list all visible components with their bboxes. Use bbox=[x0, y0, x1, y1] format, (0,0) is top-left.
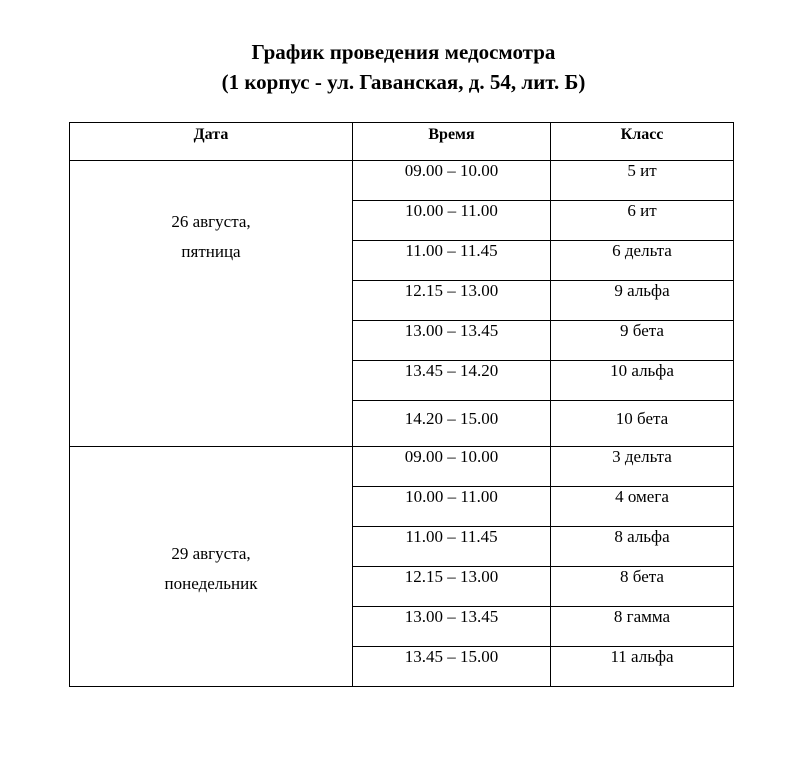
time-cell: 13.45 – 14.20 bbox=[353, 361, 551, 401]
date-label: 26 августа, bbox=[171, 212, 251, 231]
class-cell: 11 альфа bbox=[551, 647, 734, 687]
class-cell: 9 бета bbox=[551, 321, 734, 361]
date-label: 29 августа, bbox=[171, 544, 251, 563]
class-cell: 4 омега bbox=[551, 487, 734, 527]
time-cell: 13.00 – 13.45 bbox=[353, 607, 551, 647]
weekday-label: пятница bbox=[181, 242, 241, 261]
time-cell: 14.20 – 15.00 bbox=[353, 401, 551, 447]
time-cell: 12.15 – 13.00 bbox=[353, 567, 551, 607]
table-header-row bbox=[70, 123, 734, 161]
time-cell: 13.00 – 13.45 bbox=[353, 321, 551, 361]
time-cell: 10.00 – 11.00 bbox=[353, 487, 551, 527]
time-cell: 11.00 – 11.45 bbox=[353, 527, 551, 567]
table-row bbox=[70, 447, 734, 487]
page-subtitle-address: (1 корпус - ул. Гаванская, д. 54, лит. Б) bbox=[221, 70, 586, 94]
time-cell: 13.45 – 15.00 bbox=[353, 647, 551, 687]
class-cell: 8 гамма bbox=[551, 607, 734, 647]
class-cell: 8 бета bbox=[551, 567, 734, 607]
date-cell-group-1 bbox=[70, 161, 353, 447]
header-date: Дата bbox=[70, 123, 353, 161]
time-cell: 09.00 – 10.00 bbox=[353, 161, 551, 201]
header-class: Класс bbox=[551, 123, 734, 161]
page-title: График проведения медосмотра bbox=[251, 40, 556, 64]
class-cell: 6 ит bbox=[551, 201, 734, 241]
class-cell: 6 дельта bbox=[551, 241, 734, 281]
time-cell: 10.00 – 11.00 bbox=[353, 201, 551, 241]
class-cell: 10 альфа bbox=[551, 361, 734, 401]
class-cell: 8 альфа bbox=[551, 527, 734, 567]
class-cell: 5 ит bbox=[551, 161, 734, 201]
class-cell: 10 бета bbox=[551, 401, 734, 447]
weekday-label: понедельник bbox=[164, 574, 258, 593]
schedule-table bbox=[69, 122, 734, 687]
class-cell: 9 альфа bbox=[551, 281, 734, 321]
table-row bbox=[70, 161, 734, 201]
time-cell: 09.00 – 10.00 bbox=[353, 447, 551, 487]
class-cell: 3 дельта bbox=[551, 447, 734, 487]
header-time: Время bbox=[353, 123, 551, 161]
date-cell-group-2 bbox=[70, 447, 353, 687]
time-cell: 11.00 – 11.45 bbox=[353, 241, 551, 281]
time-cell: 12.15 – 13.00 bbox=[353, 281, 551, 321]
